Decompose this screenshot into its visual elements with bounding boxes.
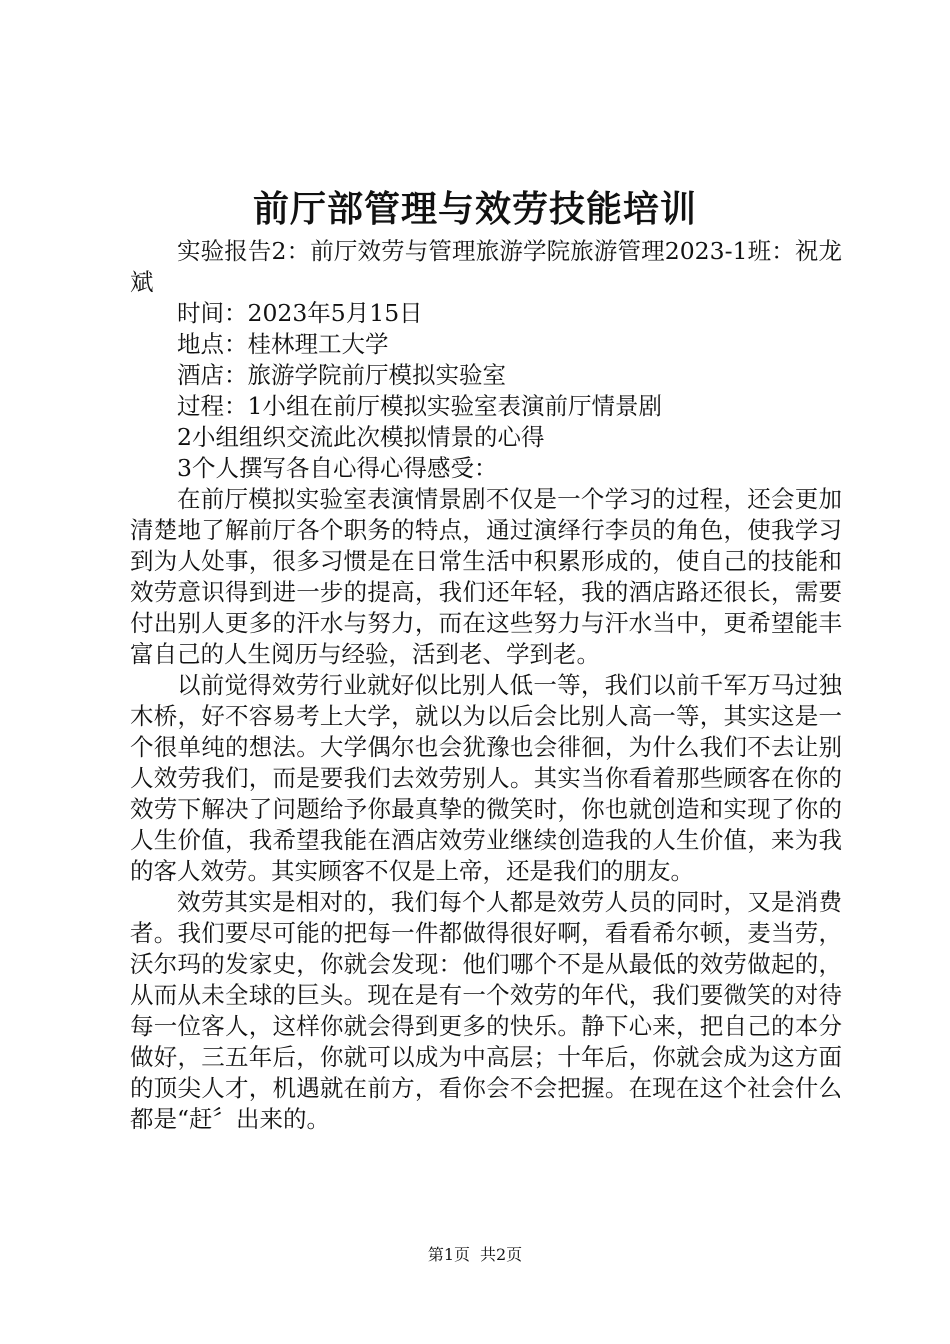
body-paragraph: 以前觉得效劳行业就好似比别人低一等，我们以前千军万马过独木桥，好不容易考上大学，就以为以后会比别人高一等，其实这是一个很单纯的想法。大学偶尔也会犹豫也会徘徊，为什么我们不去让别人效劳我们，而是要我们去效劳别人。其实当你看着那些顾客在你的效劳下解决了问题给予你最真挚的微笑时，你也就创造和实现了你的人生价值，我希望我能在酒店效劳业继续创造我的人生价值，来为我的客人效劳。其实顾客不仅是上帝，还是我们的朋友。	[130, 671, 842, 885]
page-footer	[0, 1244, 950, 1266]
page-number: 第1页	[427, 1245, 470, 1264]
hotel-line: 酒店：旅游学院前厅模拟实验室	[177, 361, 506, 389]
document-title: 前厅部管理与效劳技能培训	[252, 188, 697, 230]
page-total: 共2页	[480, 1245, 523, 1264]
process-line-1: 过程：1小组在前厅模拟实验室表演前厅情景剧	[177, 392, 662, 420]
location-line: 地点：桂林理工大学	[177, 330, 389, 358]
report-header-paragraph: 实验报告2：前厅效劳与管理旅游学院旅游管理2023-1班：祝龙斌	[130, 237, 842, 296]
body-paragraph: 效劳其实是相对的，我们每个人都是效劳人员的同时，又是消费者。我们要尽可能的把每一件都做得很好啊，看看希尔顿，麦当劳，沃尔玛的发家史，你就会发现：他们哪个不是从最低的效劳做起的，从而从未全球的巨头。现在是有一个效劳的年代，我们要微笑的对待每一位客人，这样你就会得到更多的快乐。静下心来，把自己的本分做好，三五年后，你就可以成为中高层；十年后，你就会成为这方面的顶尖人才，机遇就在前方，看你会不会把握。在现在这个社会什么都是“赶〞出来的。	[130, 888, 842, 1133]
time-line: 时间：2023年5月15日	[177, 299, 423, 327]
body-paragraph: 在前厅模拟实验室表演情景剧不仅是一个学习的过程，还会更加清楚地了解前厅各个职务的特点，通过演绎行李员的角色，使我学习到为人处事，很多习惯是在日常生活中积累形成的，使自己的技能和效劳意识得到进一步的提高，我们还年轻，我的酒店路还很长，需要付出别人更多的汗水与努力，而在这些努力与汗水当中，更希望能丰富自己的人生阅历与经验，活到老、学到老。	[130, 485, 842, 668]
process-line-3: 3个人撰写各自心得心得感受：	[177, 454, 498, 482]
document-body	[130, 236, 842, 1135]
process-line-2: 2小组组织交流此次模拟情景的心得	[177, 423, 545, 451]
